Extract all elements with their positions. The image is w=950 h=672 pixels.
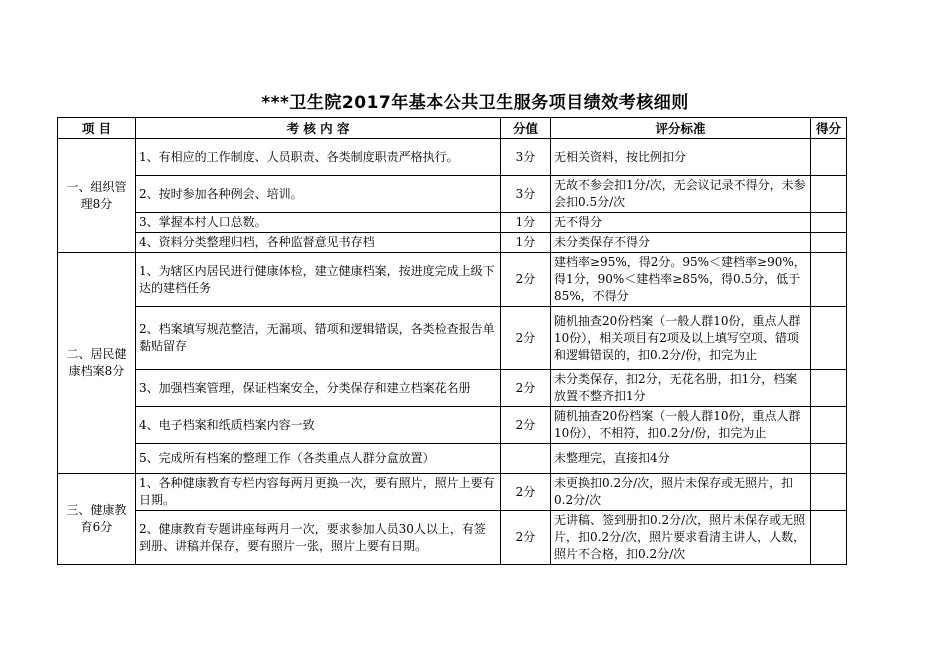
assessment-table <box>57 117 847 565</box>
content-cell: 4、资料分类整理归档，各种监督意见书存档 <box>136 233 501 253</box>
value-cell: 2分 <box>501 307 551 370</box>
score-cell <box>811 307 847 370</box>
score-cell <box>811 511 847 565</box>
category-cell: 二、居民健康档案8分 <box>58 253 136 474</box>
table-row <box>58 407 847 444</box>
score-cell <box>811 213 847 233</box>
score-cell <box>811 233 847 253</box>
table-row <box>58 511 847 565</box>
content-cell: 3、掌握本村人口总数。 <box>136 213 501 233</box>
table-row <box>58 307 847 370</box>
table-row <box>58 474 847 511</box>
table-row <box>58 370 847 407</box>
table-row <box>58 233 847 253</box>
category-cell: 一、组织管理8分 <box>58 139 136 253</box>
header-score: 得分 <box>811 118 847 139</box>
table-row <box>58 139 847 176</box>
score-cell <box>811 253 847 307</box>
header-row <box>58 118 847 139</box>
standard-cell: 建档率≥95%，得2分。95%＜建档率≥90%，得1分，90%＜建档率≥85%，得0.5分，低于85%，不得分 <box>551 253 811 307</box>
standard-cell: 未整理完，直接扣4分 <box>551 444 811 474</box>
content-cell: 2、按时参加各种例会、培训。 <box>136 176 501 213</box>
content-cell: 3、加强档案管理，保证档案安全，分类保存和建立档案花名册 <box>136 370 501 407</box>
standard-cell: 随机抽查20份档案（一般人群10份，重点人群10份），不相符，扣0.2分/份，扣完为止 <box>551 407 811 444</box>
table-row <box>58 444 847 474</box>
standard-cell: 无不得分 <box>551 213 811 233</box>
table-row <box>58 213 847 233</box>
content-cell: 2、档案填写规范整洁，无漏项、错项和逻辑错误，各类检查报告单黏贴留存 <box>136 307 501 370</box>
document-title: ***卫生院2017年基本公共卫生服务项目绩效考核细则 <box>261 93 689 113</box>
value-cell: 2分 <box>501 370 551 407</box>
standard-cell: 无故不参会扣1分/次，无会议记录不得分，未参会扣0.5分/次 <box>551 176 811 213</box>
value-cell: 1分 <box>501 233 551 253</box>
value-cell: 3分 <box>501 176 551 213</box>
value-cell: 2分 <box>501 407 551 444</box>
header-content: 考 核 内 容 <box>136 118 501 139</box>
standard-cell: 未分类保存不得分 <box>551 233 811 253</box>
value-cell: 2分 <box>501 511 551 565</box>
score-cell <box>811 474 847 511</box>
content-cell: 4、电子档案和纸质档案内容一致 <box>136 407 501 444</box>
score-cell <box>811 444 847 474</box>
value-cell <box>501 444 551 474</box>
score-cell <box>811 176 847 213</box>
standard-cell: 未更换扣0.2分/次，照片未保存或无照片，扣0.2分/次 <box>551 474 811 511</box>
score-cell <box>811 139 847 176</box>
standard-cell: 无相关资料，按比例扣分 <box>551 139 811 176</box>
standard-cell: 未分类保存，扣2分，无花名册，扣1分，档案放置不整齐扣1分 <box>551 370 811 407</box>
header-standard: 评分标准 <box>551 118 811 139</box>
header-value: 分值 <box>501 118 551 139</box>
header-item: 项 目 <box>58 118 136 139</box>
score-cell <box>811 407 847 444</box>
value-cell: 2分 <box>501 253 551 307</box>
table-row <box>58 253 847 307</box>
content-cell: 5、完成所有档案的整理工作（各类重点人群分盒放置） <box>136 444 501 474</box>
content-cell: 2、健康教育专题讲座每两月一次，要求参加人员30人以上，有签到册、讲稿并保存，要有照片一张，照片上要有日期。 <box>136 511 501 565</box>
value-cell: 1分 <box>501 213 551 233</box>
content-cell: 1、有相应的工作制度、人员职责、各类制度职责严格执行。 <box>136 139 501 176</box>
table-row <box>58 176 847 213</box>
category-cell: 三、健康教育6分 <box>58 474 136 565</box>
content-cell: 1、各种健康教育专栏内容每两月更换一次，要有照片，照片上要有日期。 <box>136 474 501 511</box>
standard-cell: 无讲稿、签到册扣0.2分/次，照片未保存或无照片，扣0.2分/次，照片要求看清主讲人，人数，照片不合格，扣0.2分/次 <box>551 511 811 565</box>
value-cell: 2分 <box>501 474 551 511</box>
content-cell: 1、为辖区内居民进行健康体检，建立健康档案，按进度完成上级下达的建档任务 <box>136 253 501 307</box>
score-cell <box>811 370 847 407</box>
value-cell: 3分 <box>501 139 551 176</box>
standard-cell: 随机抽查20份档案（一般人群10份，重点人群10份），相关项目有2项及以上填写空项、错项和逻辑错误的，扣0.2分/份，扣完为止 <box>551 307 811 370</box>
